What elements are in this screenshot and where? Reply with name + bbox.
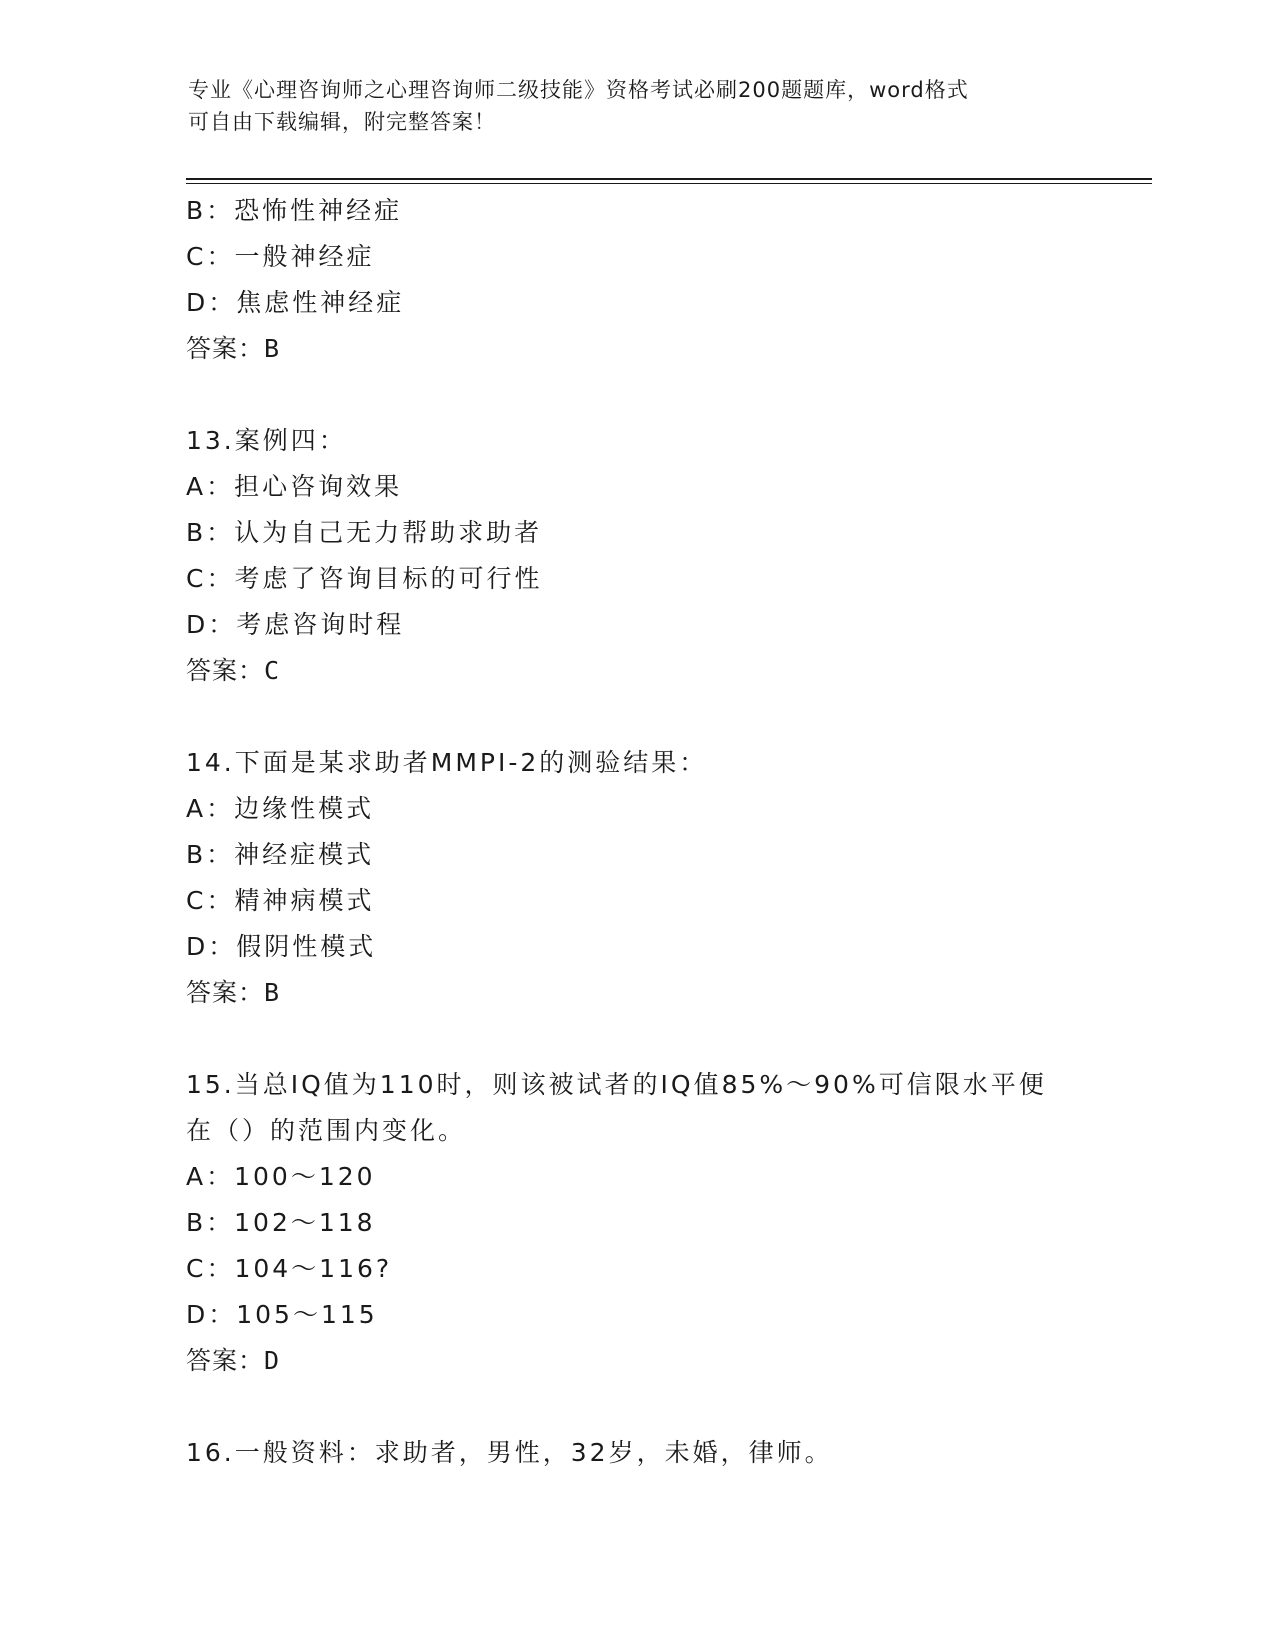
answer-label: 答案： (186, 334, 265, 363)
question-16 (186, 1430, 1146, 1476)
answer-label: 答案： (186, 1346, 265, 1375)
question-stem: 14.下面是某求助者MMPI-2的测验结果： (186, 748, 708, 777)
option-a: A：100～120 (186, 1162, 376, 1191)
question-15 (186, 1062, 1146, 1384)
question-list (186, 188, 1146, 1476)
option-c: C：一般神经症 (186, 242, 375, 271)
answer-value: C (264, 656, 281, 685)
question-12-continued (186, 188, 1146, 372)
option-c: C：考虑了咨询目标的可行性 (186, 564, 543, 593)
answer-line (186, 1338, 1146, 1384)
option-d: D：假阴性模式 (186, 932, 377, 961)
question-stem: 13.案例四： (186, 426, 347, 455)
option-a: A：边缘性模式 (186, 794, 375, 823)
answer-line (186, 326, 1146, 372)
document-header (188, 74, 1088, 138)
header-rule-thin (186, 183, 1152, 184)
answer-label: 答案： (186, 656, 265, 685)
answer-value: D (264, 1346, 281, 1375)
option-d: D：焦虑性神经症 (186, 288, 405, 317)
question-stem-line-1: 15.当总IQ值为110时，则该被试者的IQ值85%～90%可信限水平便 (186, 1070, 1047, 1099)
answer-line (186, 970, 1146, 1016)
answer-value: B (264, 334, 281, 363)
answer-label: 答案： (186, 978, 265, 1007)
answer-line (186, 648, 1146, 694)
option-b: B：恐怖性神经症 (186, 196, 403, 225)
option-b: B：神经症模式 (186, 840, 375, 869)
option-b: B：认为自己无力帮助求助者 (186, 518, 543, 547)
option-d: D：考虑咨询时程 (186, 610, 405, 639)
spacer (186, 1016, 1146, 1062)
answer-value: B (264, 978, 281, 1007)
option-b: B：102～118 (186, 1208, 376, 1237)
option-c: C：104～116? (186, 1254, 393, 1283)
option-a: A：担心咨询效果 (186, 472, 403, 501)
question-stem: 16.一般资料：求助者，男性，32岁，未婚，律师。 (186, 1438, 833, 1467)
header-rule-thick (186, 178, 1152, 180)
spacer (186, 694, 1146, 740)
question-14 (186, 740, 1146, 1016)
option-c: C：精神病模式 (186, 886, 375, 915)
option-d: D：105～115 (186, 1300, 378, 1329)
spacer (186, 1384, 1146, 1430)
spacer (186, 372, 1146, 418)
question-stem-line-2: 在（）的范围内变化。 (186, 1116, 467, 1145)
header-title-line-2: 可自由下载编辑，附完整答案！ (188, 110, 496, 134)
header-title-line-1: 专业《心理咨询师之心理咨询师二级技能》资格考试必刷200题题库，word格式 (188, 78, 969, 102)
question-13 (186, 418, 1146, 694)
